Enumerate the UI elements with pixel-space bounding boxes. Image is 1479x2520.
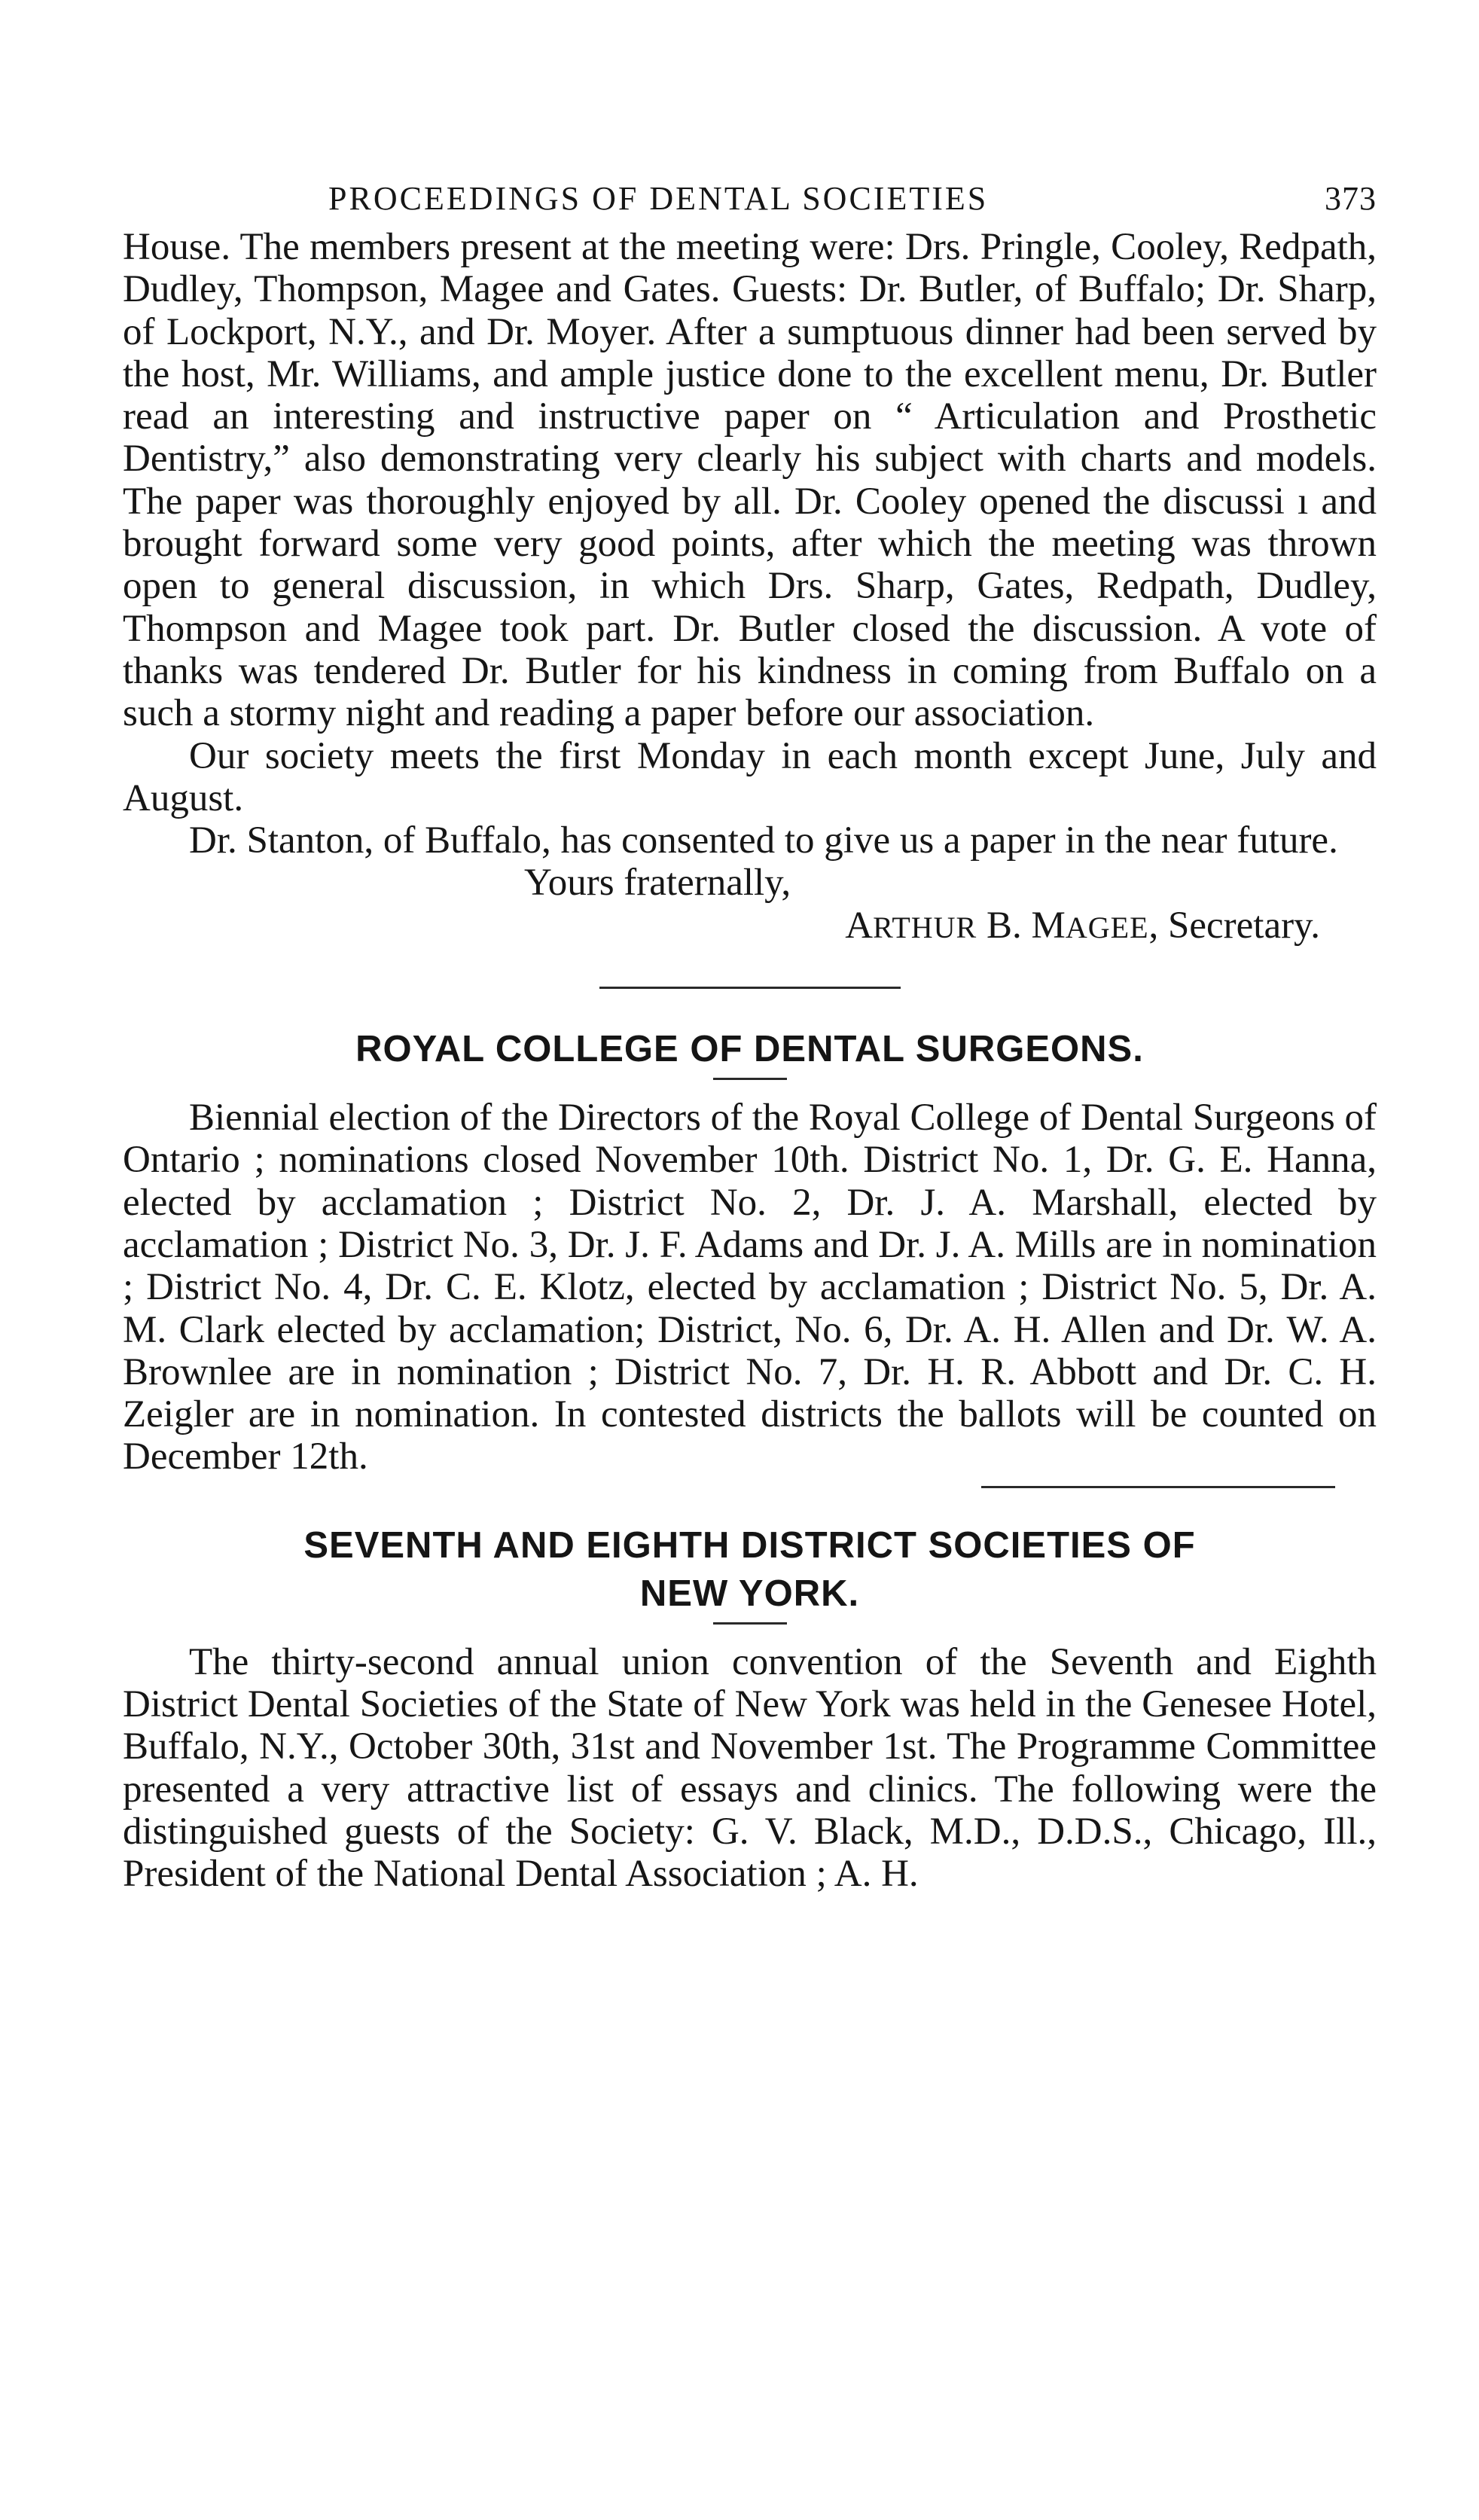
section-heading: ROYAL COLLEGE OF DENTAL SURGEONS. (355, 1029, 1144, 1070)
signature-small-caps: AGEE (1065, 910, 1149, 944)
section-royal-college (123, 1025, 1377, 1478)
section-meeting-report (123, 226, 1377, 949)
body-paragraph: The thirty-second annual union convention of the Seventh and Eighth District Dental Societies of the State of New York was held in the Genesee Hotel, Buffalo, N.Y., October 30th, 31st and November 1st. The Programme Committee presented a very attractive list of essays and clinics. The following were the distinguished guests of the Society: G. V. Black, M.D., D.D.S., Chicago, Ill., President of the National Dental Association ; A. H. (123, 1640, 1377, 1896)
document-page (123, 173, 1377, 1896)
section-divider (599, 987, 901, 989)
signature-initial: M (1031, 904, 1066, 947)
body-paragraph: House. The members present at the meeting were: Drs. Pringle, Cooley, Redpath, Dudley, Thompson, Magee and Gates. Guests: Dr. Butler, of Buffalo; Dr. Sharp, of Lockport, N.Y., and Dr. Moyer. After a sumptuous dinner had been served by the host, Mr. Williams, and ample justice done to the excellent menu, Dr. Butler read an interesting and instructive paper on “ Articulation and Prosthetic Dentistry,” also demonstrating very clearly his subject with charts and models. The paper was thoroughly enjoyed by all. Dr. Cooley opened the discussi ı and brought forward some very good points, after which the meeting was thrown open to general discussion, in which Drs. Sharp, Gates, Redpath, Dudley, Thompson and Magee took part. Dr. Butler closed the discussion. A vote of thanks was tendered Dr. Butler for his kindness in coming from Buffalo on a such a stormy night and reading a paper before our association. (123, 226, 1377, 735)
signature-title: , Secretary. (1148, 904, 1320, 947)
section-district-societies (123, 1521, 1377, 1896)
signature-small-caps: RTHUR (873, 910, 977, 944)
page-number: 373 (1325, 180, 1377, 217)
section-heading (123, 1521, 1377, 1618)
body-paragraph: Biennial election of the Directors of the Royal College of Dental Surgeons of Ontario ; nominations closed November 10th. District No. 1, Dr. G. E. Hanna, elected by acclamation ; District No. 2, Dr. J. A. Marshall, elected by acclamation ; District No. 3, Dr. J. F. Adams and Dr. J. A. Mills are in nomination ; District No. 4, Dr. C. E. Klotz, elected by acclamation ; District No. 5, Dr. A. M. Clark elected by acclamation; District, No. 6, Dr. A. H. Allen and Dr. W. A. Brownlee are in nomination ; District No. 7, Dr. H. R. Abbott and Dr. C. H. Zeigler are in nomination. In contested districts the ballots will be counted on December 12th. (123, 1097, 1377, 1478)
section-divider (981, 1486, 1335, 1488)
signature (123, 905, 1377, 949)
section-heading-line: NEW YORK. (639, 1573, 860, 1614)
section-heading-line: SEVENTH AND EIGHTH DISTRICT SOCIETIES OF (303, 1524, 1196, 1566)
letter-closing: Yours fraternally, (524, 862, 791, 905)
heading-rule (713, 1622, 787, 1625)
body-paragraph: Our society meets the first Monday in each month except June, July and August. (123, 734, 1377, 819)
signature-middle: B. (977, 904, 1032, 947)
body-paragraph: Dr. Stanton, of Buffalo, has consented to give us a paper in the near future. (189, 819, 1338, 862)
signature-initial: A (845, 904, 874, 947)
running-head (123, 173, 1377, 226)
running-head-title: PROCEEDINGS OF DENTAL SOCIETIES (328, 180, 989, 217)
heading-rule (713, 1078, 787, 1080)
